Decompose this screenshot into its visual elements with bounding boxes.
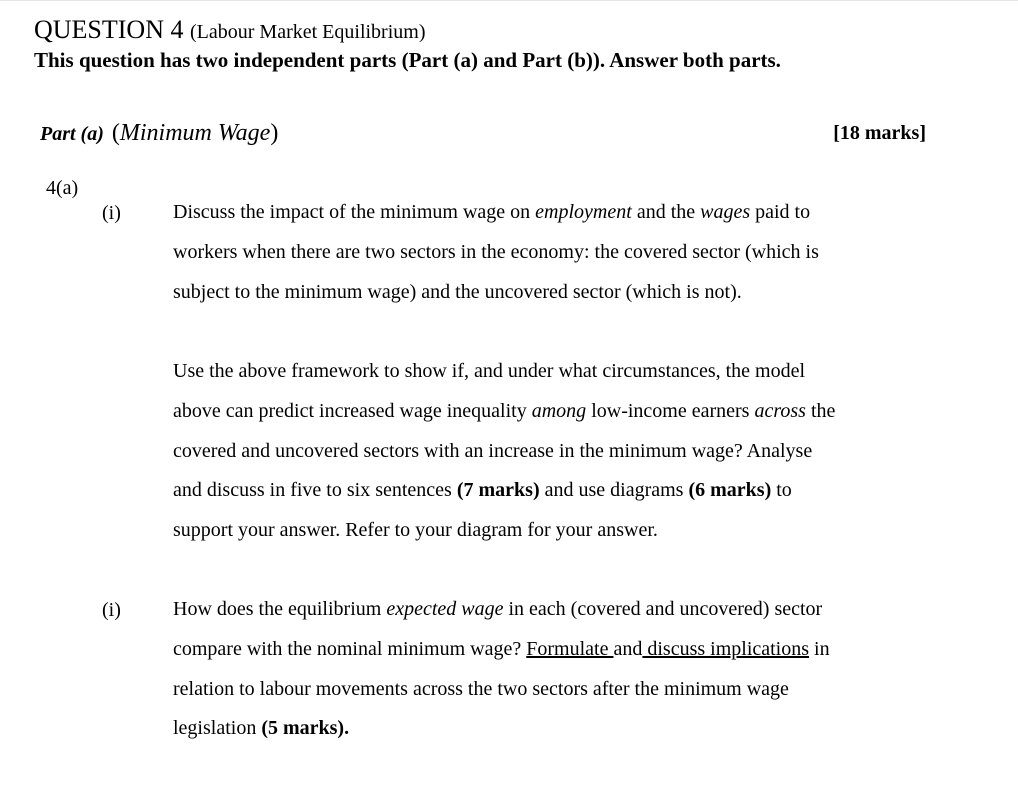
part-a-label: Part (a)	[40, 123, 104, 145]
item-1-marker: (i)	[102, 202, 121, 224]
item-2-marker: (i)	[102, 599, 121, 621]
question-topic: (Labour Market Equilibrium)	[190, 21, 426, 43]
part-a-marks: [18 marks]	[833, 122, 926, 144]
top-divider	[0, 0, 1018, 1]
part-a-heading: Part (a) (Minimum Wage)	[40, 120, 279, 146]
item-1-paragraph-2: Use the above framework to show if, and under what circumstances, the model above can predict increased wage inequality among low-income earners across the covered and uncovered sectors with an increase in the minimum wage? Analyse and discuss in five to six sentences (7 marks) and use diagrams (6 marks) to support your answer. Refer to your diagram for your answer.	[173, 360, 836, 542]
item-1-paragraph-1: Discuss the impact of the minimum wage on employment and the wages paid to workers when there are two sectors in the economy: the covered sector (which is subject to the minimum wage) and the uncovered sector (which is not).	[173, 201, 819, 303]
item-2-paragraph: How does the equilibrium expected wage in each (covered and uncovered) sector compare with the nominal minimum wage? Formulate and discuss implications in relation to labour movements across the two sectors after the minimum wage legislation (5 marks).	[173, 598, 830, 740]
part-a-topic: Minimum Wage	[119, 120, 271, 146]
question-title	[34, 14, 426, 48]
question-label: QUESTION 4	[34, 15, 184, 44]
question-number: 4(a)	[46, 177, 79, 199]
question-intro: This question has two independent parts (Part (a) and Part (b)). Answer both parts.	[34, 48, 781, 72]
